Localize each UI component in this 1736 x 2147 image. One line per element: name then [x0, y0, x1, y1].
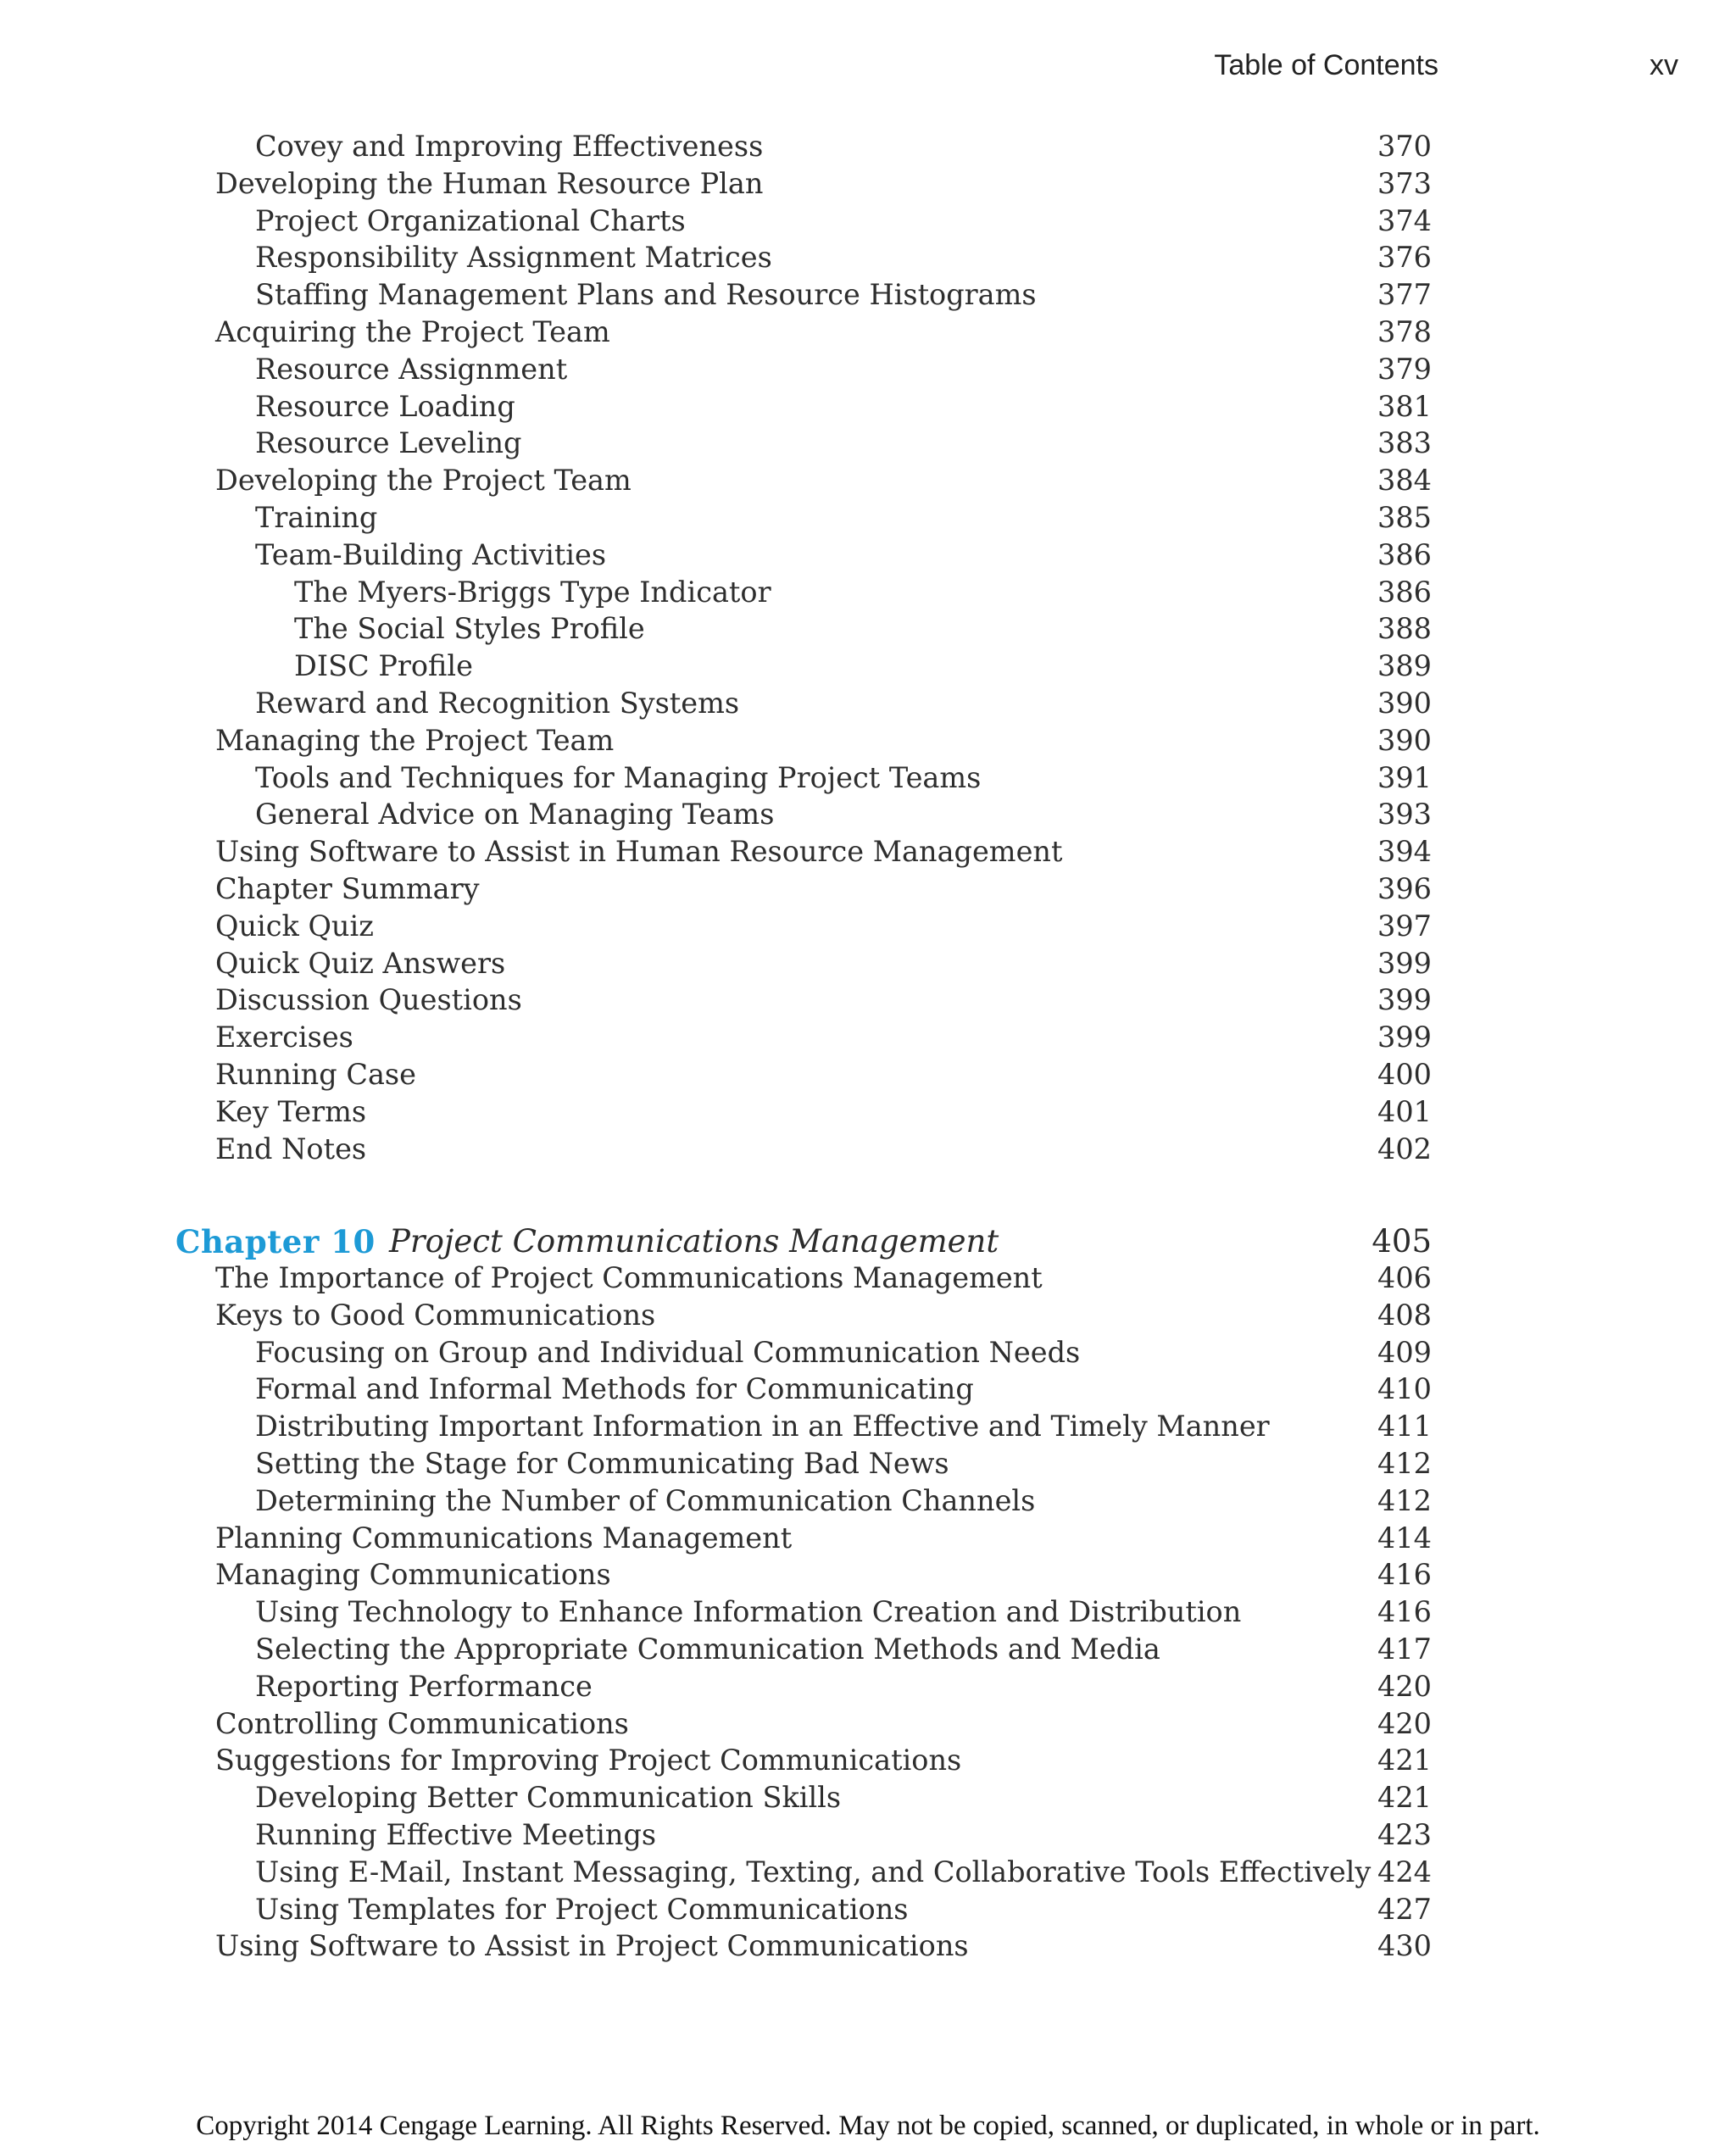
toc-entry[interactable] [0, 1056, 1736, 1093]
toc-entry-page: 408 [1377, 1298, 1432, 1332]
toc-entry-page: 409 [1377, 1335, 1432, 1369]
toc-entry[interactable] [0, 1705, 1736, 1743]
toc-entry-title: Quick Quiz [215, 909, 374, 943]
toc-entry[interactable] [0, 1668, 1736, 1705]
toc-entry[interactable] [0, 722, 1736, 759]
toc-entry-title: The Importance of Project Communications Management [215, 1261, 1043, 1294]
toc-entry[interactable] [0, 1260, 1736, 1297]
toc-entry-page: 412 [1377, 1447, 1432, 1480]
toc-entry-page: 430 [1377, 1929, 1432, 1963]
toc-entry[interactable] [0, 1482, 1736, 1520]
toc-entry-page: 393 [1377, 798, 1432, 832]
toc-entry[interactable] [0, 165, 1736, 203]
toc-entry-title: Acquiring the Project Team [215, 315, 610, 348]
toc-entry-title: The Myers-Briggs Type Indicator [294, 575, 771, 609]
toc-entry-page: 391 [1377, 760, 1432, 794]
toc-entry-page: 388 [1377, 612, 1432, 646]
section-title: Table of Contents [1214, 49, 1438, 81]
toc-entry-page: 420 [1377, 1669, 1432, 1703]
toc-entry[interactable] [0, 1631, 1736, 1668]
toc-entry-title: Using Technology to Enhance Information Creation and Distribution [255, 1595, 1242, 1629]
toc-entry[interactable] [0, 1891, 1736, 1928]
toc-entry-title: General Advice on Managing Teams [255, 798, 775, 832]
toc-entry-page: 378 [1377, 315, 1432, 348]
toc-entry[interactable] [0, 388, 1736, 426]
toc-entry-page: 402 [1377, 1132, 1432, 1165]
toc-entry-title: Discussion Questions [215, 983, 522, 1017]
toc-entry-page: 397 [1377, 909, 1432, 943]
toc-entry[interactable] [0, 610, 1736, 648]
toc-entry[interactable] [0, 276, 1736, 314]
toc-entry-title: Exercises [215, 1021, 353, 1054]
toc-entry-page: 421 [1377, 1744, 1432, 1777]
toc-entry-page: 374 [1377, 203, 1432, 237]
toc-entry[interactable] [0, 1927, 1736, 1965]
toc-entry-page: 381 [1377, 389, 1432, 423]
toc-entry[interactable] [0, 314, 1736, 351]
toc-entry-title: Running Effective Meetings [255, 1818, 657, 1851]
toc-entry-title: Controlling Communications [215, 1706, 629, 1740]
toc-entry-page: 420 [1377, 1706, 1432, 1740]
toc-entry-page: 406 [1377, 1261, 1432, 1294]
toc-entry-page: 412 [1377, 1483, 1432, 1517]
toc-entry[interactable] [0, 1019, 1736, 1056]
toc-entry-page: 400 [1377, 1058, 1432, 1091]
toc-entry-page: 389 [1377, 649, 1432, 683]
toc-entry-title: Suggestions for Improving Project Communications [215, 1744, 962, 1777]
toc-entry-title: Using Software to Assist in Human Resource Management [215, 835, 1063, 869]
toc-entry-page: 401 [1377, 1094, 1432, 1128]
toc-entry[interactable] [0, 499, 1736, 537]
toc-entry-title: Reporting Performance [255, 1669, 593, 1703]
toc-entry-page: 390 [1377, 723, 1432, 757]
toc-entry-page: 386 [1377, 575, 1432, 609]
toc-entry-title: Responsibility Assignment Matrices [255, 241, 772, 275]
toc-entry-title: Resource Loading [255, 389, 515, 423]
toc-entry-title: Focusing on Group and Individual Communication Needs [255, 1335, 1081, 1369]
toc-entry-page: 399 [1377, 983, 1432, 1017]
toc-entry-title: End Notes [215, 1132, 367, 1165]
toc-entry-page: 417 [1377, 1632, 1432, 1666]
toc-entry-page: 399 [1377, 1021, 1432, 1054]
toc-entry[interactable] [0, 833, 1736, 870]
toc-entry-title: Resource Leveling [255, 426, 522, 460]
toc-entry-title: Determining the Number of Communication Channels [255, 1483, 1036, 1517]
toc-entry-title: Training [255, 501, 378, 534]
toc-entry[interactable] [0, 1520, 1736, 1557]
toc-entry-title: Team-Building Activities [255, 537, 607, 571]
toc-entry[interactable] [0, 462, 1736, 499]
toc-entry-page: 421 [1377, 1781, 1432, 1815]
toc-entry[interactable] [0, 1556, 1736, 1594]
toc-entry[interactable] [0, 203, 1736, 240]
toc-entry-title: Planning Communications Management [215, 1521, 793, 1555]
toc-entry[interactable] [0, 1594, 1736, 1631]
toc-entry-title: Formal and Informal Methods for Communicating [255, 1372, 974, 1406]
toc-entry-title: Staffing Management Plans and Resource Histograms [255, 278, 1037, 312]
toc-entry[interactable] [0, 908, 1736, 945]
toc-entry[interactable] [0, 759, 1736, 797]
toc-entry-page: 386 [1377, 537, 1432, 571]
toc-entry-title: Running Case [215, 1058, 416, 1091]
toc-entry-page: 399 [1377, 946, 1432, 980]
toc-entry-page: 373 [1377, 166, 1432, 200]
toc-entry-page: 394 [1377, 835, 1432, 869]
toc-entry-title: Managing Communications [215, 1558, 611, 1592]
toc-entry-page: 390 [1377, 687, 1432, 720]
toc-entry[interactable] [0, 1854, 1736, 1891]
copyright-notice: Copyright 2014 Cengage Learning. All Rights Reserved. May not be copied, scanned, or duplicated, in whole or in part. [196, 2111, 1540, 2141]
toc-entry[interactable] [0, 1779, 1736, 1816]
toc-entry-page: 416 [1377, 1558, 1432, 1592]
toc-entry[interactable] [0, 1334, 1736, 1371]
page-number: xv [1650, 49, 1678, 81]
toc-entry[interactable] [0, 1742, 1736, 1779]
toc-entry[interactable] [0, 945, 1736, 982]
toc-entry-page: 384 [1377, 464, 1432, 498]
toc-entry[interactable] [0, 1816, 1736, 1854]
toc-entry-page: 424 [1377, 1855, 1432, 1888]
toc-entry-title: Developing Better Communication Skills [255, 1781, 842, 1815]
toc-entry[interactable] [0, 1297, 1736, 1334]
chapter-heading[interactable] [0, 1221, 1736, 1263]
toc-entry-title: DISC Profile [294, 649, 473, 683]
chapter-label: Chapter 10 [175, 1223, 376, 1260]
toc-entry[interactable] [0, 1408, 1736, 1445]
toc-entry-title: Key Terms [215, 1094, 367, 1128]
toc-entry-title: Using E-Mail, Instant Messaging, Texting, and Collaborative Tools Effectively [255, 1855, 1372, 1888]
toc-entry-title: Keys to Good Communications [215, 1298, 656, 1332]
toc-entry-page: 379 [1377, 352, 1432, 386]
toc-entry-title: Chapter Summary [215, 872, 480, 905]
toc-entry[interactable] [0, 128, 1736, 165]
toc-entry-title: Resource Assignment [255, 352, 568, 386]
toc-entry[interactable] [0, 425, 1736, 462]
toc-entry[interactable] [0, 982, 1736, 1019]
toc-entry-title: Using Software to Assist in Project Communications [215, 1929, 969, 1963]
toc-entry-title: Quick Quiz Answers [215, 946, 506, 980]
toc-entry-page: 410 [1377, 1372, 1432, 1406]
toc-entry[interactable] [0, 1371, 1736, 1408]
toc-entry-page: 416 [1377, 1595, 1432, 1629]
toc-entry-title: Selecting the Appropriate Communication Methods and Media [255, 1632, 1160, 1666]
toc-entry-page: 385 [1377, 501, 1432, 534]
toc-entry-title: Setting the Stage for Communicating Bad News [255, 1447, 949, 1480]
chapter-page: 405 [1372, 1223, 1432, 1260]
toc-entry-page: 370 [1377, 130, 1432, 163]
toc-entry-title: Project Organizational Charts [255, 203, 686, 237]
toc-entry-title: Tools and Techniques for Managing Project Teams [255, 760, 982, 794]
toc-entry[interactable] [0, 574, 1736, 611]
toc-entry-page: 411 [1377, 1410, 1432, 1443]
toc-entry-page: 383 [1377, 426, 1432, 460]
toc-entry[interactable] [0, 1093, 1736, 1131]
toc-entry-title: Developing the Project Team [215, 464, 632, 498]
toc-entry-title: Developing the Human Resource Plan [215, 166, 764, 200]
toc-entry-page: 377 [1377, 278, 1432, 312]
toc-entry[interactable] [0, 1131, 1736, 1168]
toc-entry-page: 423 [1377, 1818, 1432, 1851]
toc-entry[interactable] [0, 685, 1736, 722]
toc-entry[interactable] [0, 870, 1736, 908]
toc-entry-page: 414 [1377, 1521, 1432, 1555]
toc-entry[interactable] [0, 648, 1736, 685]
toc-entry[interactable] [0, 796, 1736, 833]
toc-entry[interactable] [0, 1445, 1736, 1482]
toc-entry[interactable] [0, 351, 1736, 388]
toc-entry-page: 427 [1377, 1892, 1432, 1926]
toc-entry-title: Managing the Project Team [215, 723, 615, 757]
toc-entry-title: Using Templates for Project Communications [255, 1892, 909, 1926]
toc-entry-page: 376 [1377, 241, 1432, 275]
toc-entry[interactable] [0, 537, 1736, 574]
toc-entry-title: The Social Styles Profile [294, 612, 645, 646]
running-head [0, 49, 1736, 92]
toc-entry[interactable] [0, 239, 1736, 276]
toc-entry-page: 396 [1377, 872, 1432, 905]
chapter-title: Project Communications Management [389, 1223, 999, 1260]
toc-entry-title: Distributing Important Information in an Effective and Timely Manner [255, 1410, 1270, 1443]
toc-entry-title: Reward and Recognition Systems [255, 687, 740, 720]
toc-entry-title: Covey and Improving Effectiveness [255, 130, 764, 163]
